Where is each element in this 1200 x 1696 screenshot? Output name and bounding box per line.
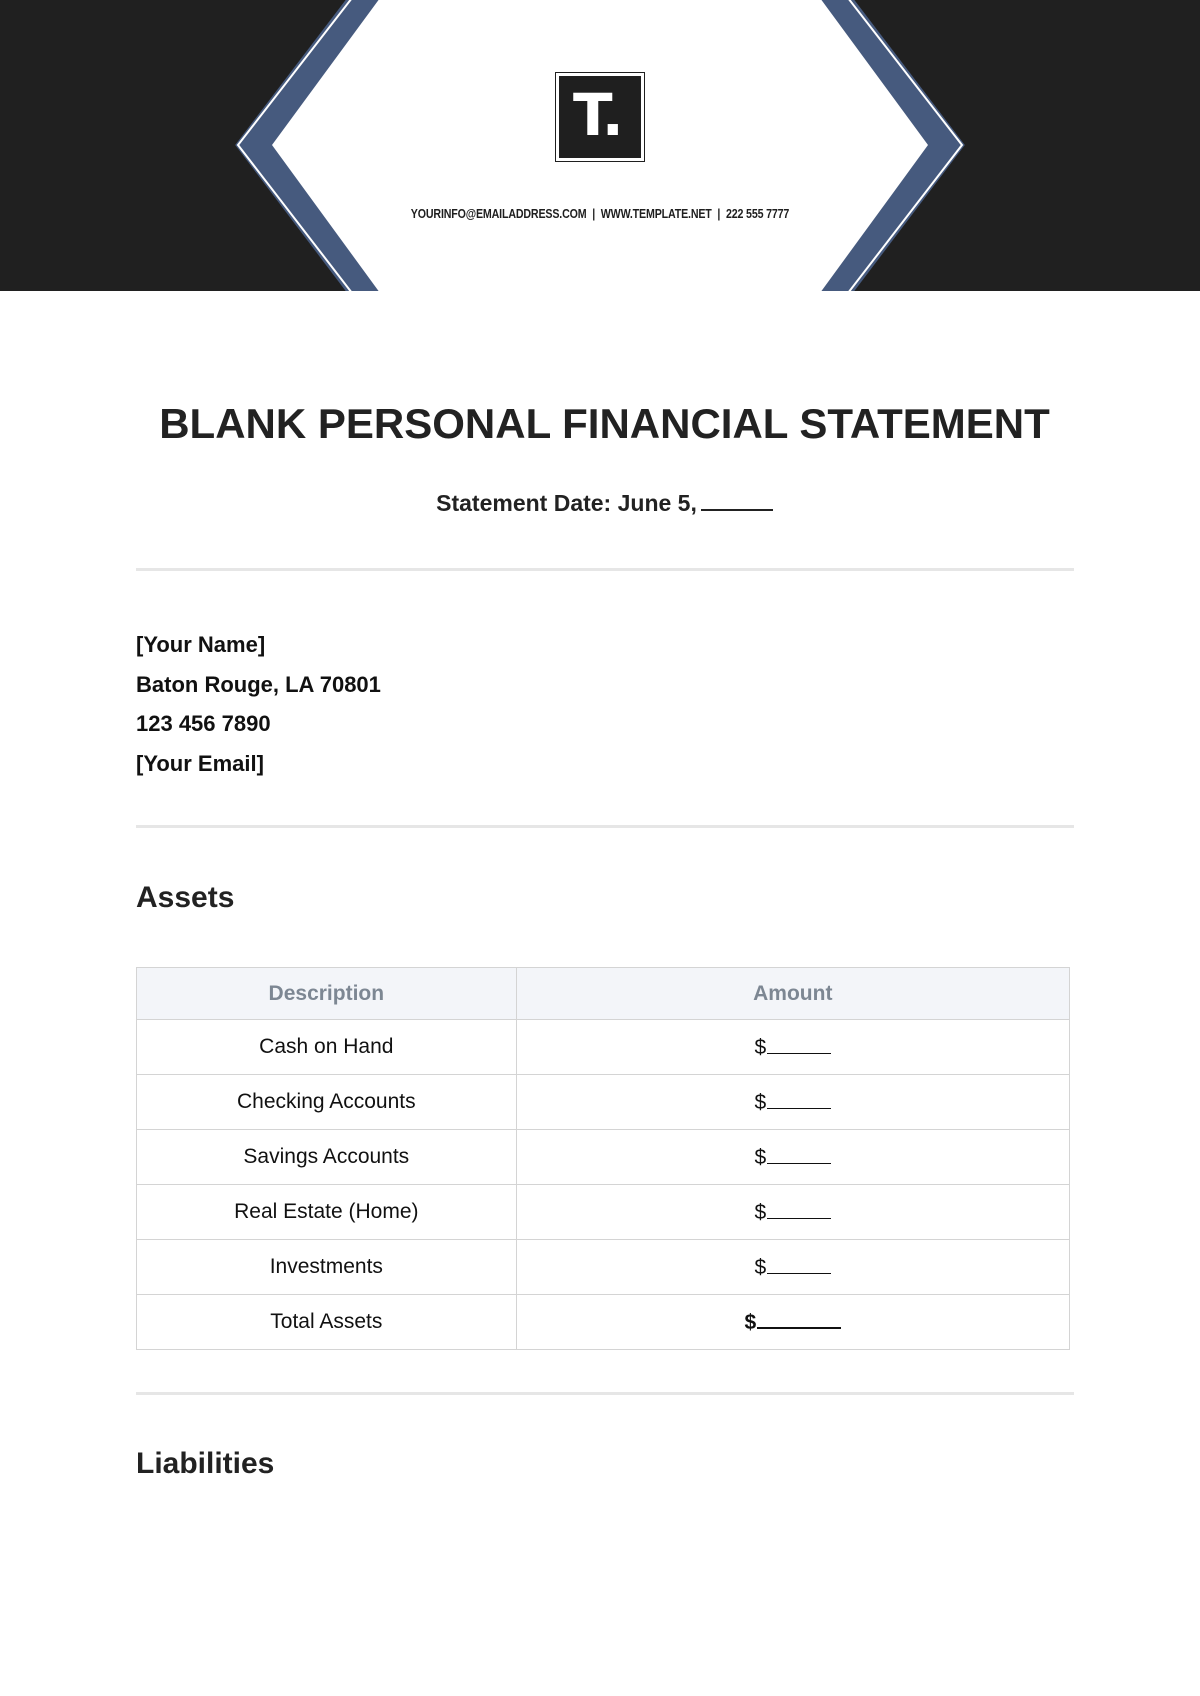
- table-row: [137, 1075, 1070, 1130]
- amount-blank-line: [767, 1255, 831, 1274]
- contact-line: [354, 206, 846, 221]
- divider: [136, 568, 1074, 571]
- row-description: Investments: [137, 1240, 517, 1295]
- currency-symbol: $: [754, 1090, 767, 1114]
- row-amount-total: [516, 1295, 1069, 1350]
- divider: [136, 1392, 1074, 1395]
- row-description: Total Assets: [137, 1295, 517, 1350]
- table-row-total: [137, 1295, 1070, 1350]
- table-header-row: [137, 968, 1070, 1020]
- info-address: Baton Rouge, LA 70801: [136, 671, 381, 697]
- currency-symbol: $: [754, 1035, 767, 1059]
- amount-blank-line: [767, 1035, 831, 1054]
- info-phone: 123 456 7890: [136, 711, 271, 736]
- table-row: [137, 1240, 1070, 1295]
- statement-date-label: Statement Date: June 5,: [436, 490, 697, 516]
- header-phone: 222 555 7777: [725, 206, 790, 221]
- row-description: Real Estate (Home): [137, 1185, 517, 1240]
- info-email: [Your Email]: [136, 750, 264, 776]
- table-row: [137, 1185, 1070, 1240]
- currency-symbol: $: [754, 1255, 767, 1279]
- amount-blank-line: [767, 1145, 831, 1164]
- row-amount: [516, 1075, 1069, 1130]
- table-row: [137, 1130, 1070, 1185]
- row-description: Savings Accounts: [137, 1130, 517, 1185]
- company-logo: [555, 72, 645, 162]
- row-description: Checking Accounts: [137, 1075, 517, 1130]
- amount-blank-line: [757, 1309, 841, 1329]
- logo-letter: T.: [573, 81, 622, 149]
- page-title: BLANK PERSONAL FINANCIAL STATEMENT: [159, 400, 1050, 447]
- currency-symbol: $: [754, 1145, 767, 1169]
- row-amount: [516, 1185, 1069, 1240]
- amount-blank-line: [767, 1090, 831, 1109]
- separator: |: [717, 206, 721, 221]
- header-email: YOURINFO@EMAILADDRESS.COM: [410, 206, 587, 221]
- separator: |: [592, 206, 596, 221]
- statement-date: [0, 489, 1200, 517]
- amount-blank-line: [767, 1200, 831, 1219]
- row-amount: [516, 1020, 1069, 1075]
- date-blank-line: [701, 489, 773, 511]
- letterhead-banner: [0, 0, 1200, 291]
- table-row: [137, 1020, 1070, 1075]
- header-website: WWW.TEMPLATE.NET: [600, 206, 712, 221]
- personal-info-block: [136, 625, 381, 783]
- assets-table: [136, 967, 1070, 1350]
- info-name: [Your Name]: [136, 632, 266, 657]
- column-header-description: Description: [137, 968, 517, 1020]
- assets-heading: Assets: [136, 881, 235, 914]
- column-header-amount: Amount: [516, 968, 1069, 1020]
- currency-symbol: $: [744, 1311, 757, 1334]
- divider: [136, 825, 1074, 828]
- liabilities-heading: Liabilities: [136, 1447, 275, 1480]
- row-description: Cash on Hand: [137, 1020, 517, 1075]
- currency-symbol: $: [754, 1200, 767, 1224]
- row-amount: [516, 1130, 1069, 1185]
- row-amount: [516, 1240, 1069, 1295]
